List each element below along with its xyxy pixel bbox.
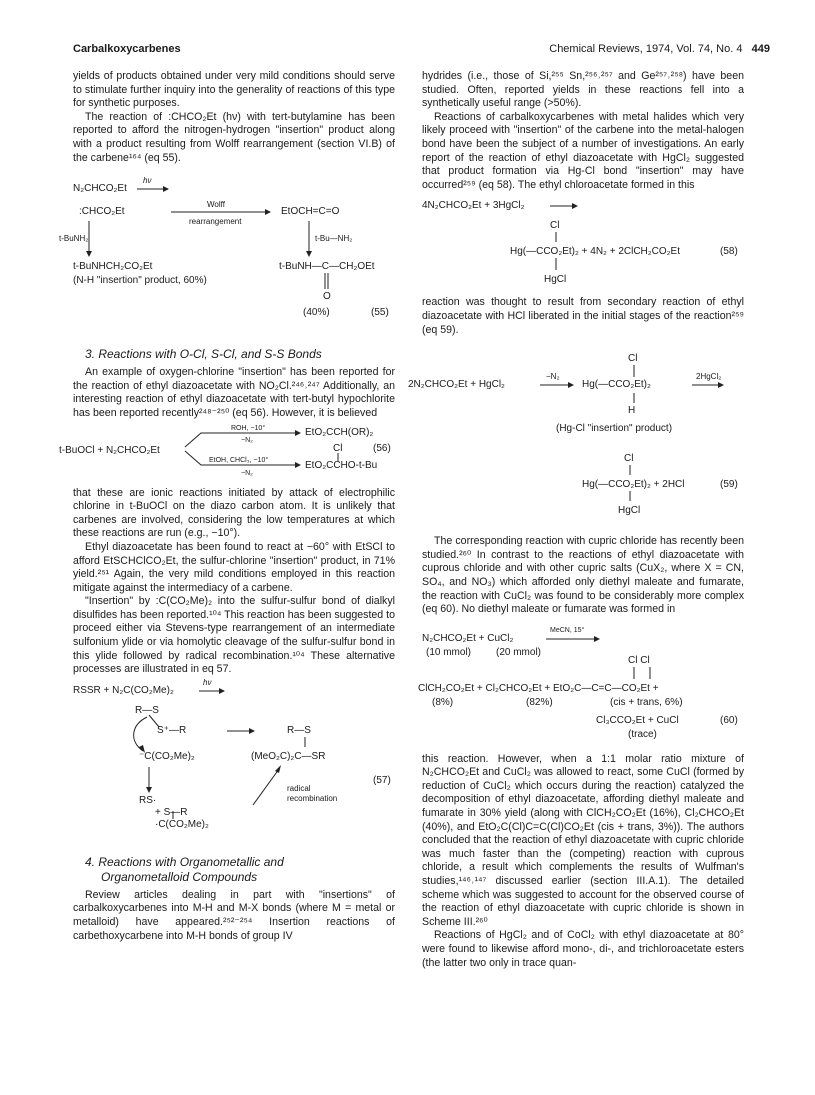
eq60-products-2: Cl₃CCO₂Et + CuCl	[596, 714, 679, 726]
eq57-reactants: RSSR + N₂C(CO₂Me)₂	[73, 684, 174, 696]
paragraph: The reaction of :CHCO₂Et (hν) with tert-butylamine has been reported to afford the nitrogen-hydrogen "insertion" product along with a product resulting from Wolff rearrangement (section VI.B) of the carbene¹⁶⁴ (eq 55).	[73, 110, 395, 164]
eq56-reactants: t-BuOCl + N₂CHCO₂Et	[59, 444, 160, 456]
eq58-reactants: 4N₂CHCO₂Et + 3HgCl₂	[422, 200, 525, 212]
section-heading-3: 3. Reactions with O-Cl, S-Cl, and S-S Bonds	[85, 347, 322, 362]
eq57-rs-radical: RS·	[139, 794, 157, 806]
eq56-label: (56)	[373, 442, 391, 454]
eq57-recombination-label: recombination	[287, 793, 338, 803]
eq59-label: (59)	[720, 479, 738, 491]
paragraph: Ethyl diazoacetate has been found to react at −60° with EtSCl to afford EtSCHClCO₂Et, the sulfur-chlorine "insertion" product, in 71% yield.²⁵¹ Again, the very mild conditions employed in this reaction mitigate against the intermediacy of a carbene.	[73, 540, 395, 594]
journal-citation: Chemical Reviews, 1974, Vol. 74, No. 4	[549, 43, 743, 55]
eq55-ketene: EtOCH=C=O	[281, 206, 340, 218]
eq59-reactants: 2N₂CHCO₂Et + HgCl₂	[408, 379, 505, 391]
paragraph: that these are ionic reactions initiated by attack of electrophilic chlorine in t-BuOCl on the diazo carbon atom. It is unlikely that carbenes are involved, considering the low temperatures at which these reactions are run (e.g., −10°).	[73, 486, 395, 540]
eq58-label: (58)	[720, 246, 738, 258]
equation-60	[418, 625, 744, 743]
eq60-mmol-1: (10 mmol)	[426, 646, 472, 658]
eq55-product-1-note: (N-H "insertion" product, 60%)	[73, 275, 207, 287]
paragraph: reaction was thought to result from secondary reaction of ethyl diazoacetate with HCl liberated in the initial stages of the reaction²⁵⁹ (eq 59).	[422, 296, 744, 336]
paragraph: An example of oxygen-chlorine "insertion" has been reported for the reaction of ethyl diazoacetate with NO₂Cl.²⁴⁶˒²⁴⁷ Additionally, an interesting reaction of ethyl diazoacetate with tert-butyl hypochlorite has been reported recently²⁴⁸⁻²⁵⁰ (eq 56). However, it is believed	[73, 366, 395, 419]
eq57-rs-top: R—S	[135, 704, 159, 716]
eq60-yield-2: (82%)	[526, 696, 553, 708]
page-number: 449	[751, 43, 770, 55]
eq55-amine-2: t-Bu—NH₂	[315, 234, 353, 244]
eq59-products: Hg(—CCO₂Et)₂ + 2HCl	[582, 479, 685, 491]
eq59-hgcl: HgCl	[618, 505, 641, 517]
eq56-condition-2b: −N₂	[241, 469, 253, 477]
eq57-hv: hν	[203, 677, 212, 687]
eq58-hgcl: HgCl	[544, 274, 567, 286]
eq56-condition-1b: −N₂	[241, 436, 253, 444]
eq59-intermediate: Hg(—CCO₂Et)₂	[582, 379, 651, 391]
eq60-yield-3: (cis + trans, 6%)	[610, 696, 683, 708]
eq55-product-2-oxygen: O	[323, 291, 331, 303]
eq60-reactants: N₂CHCO₂Et + CuCl₂	[422, 632, 514, 644]
running-header-left: Carbalkoxycarbenes	[73, 43, 181, 55]
paragraph: Reactions of carbalkoxycarbenes with metal halides which very likely proceed with "insertion" of the carbene into the metal-halogen bond have been the subject of a number of investigations. An early report of the reaction of ethyl diazoacetate with HgCl₂ suggested that product formation via Hg-Cl bond "insertion" may have occurred²⁵⁹ (eq 58). The ethyl chloroacetate formed in this	[422, 110, 744, 191]
eq57-radical-label: radical	[287, 783, 311, 793]
eq59-minus-n2: −N₂	[546, 372, 560, 382]
eq59-reagent: 2HgCl₂	[696, 372, 722, 382]
eq59-hydrogen: H	[628, 405, 636, 417]
eq57-sulfonium: S⁺—R	[157, 724, 187, 736]
left-column	[59, 70, 395, 943]
eq60-trace: (trace)	[628, 728, 657, 740]
equation-56	[59, 424, 395, 479]
eq55-reactant: N₂CHCO₂Et	[73, 183, 127, 195]
eq56-product-2: EtO₂CCHO-t-Bu	[305, 459, 378, 471]
eq60-yield-1: (8%)	[432, 696, 454, 708]
right-column	[408, 70, 744, 970]
paragraph: The corresponding reaction with cupric chloride has recently been studied.²⁶⁰ In contrast to the reactions of ethyl diazoacetate with cuprous chloride and with other cupric salts (CuX₂, where X = CN, SO₄, and NO₃) which afforded only diethyl maleate and fumarate, the reaction with CuCl₂ was found to be considerably more complex (eq 60). No diethyl maleate or fumarate was formed in	[422, 535, 744, 616]
eq55-product-2: t-BuNH—C—CH₂OEt	[279, 261, 375, 273]
eq56-condition-2: EtOH, CHCl₃, −10°	[209, 456, 269, 464]
eq55-carbene: :CHCO₂Et	[79, 206, 125, 218]
paragraph: "Insertion" by :C(CO₂Me)₂ into the sulfur-sulfur bond of dialkyl disulfides has been reported.¹⁰⁴ This reaction has been suggested to proceed either via Stevens-type rearrangement of an intermediate sulfonium ylide or via homolytic cleavage of the sulfur-sulfur bond in this ylide followed by radical recombination.¹⁰⁴ These alternative processes are illustrated in eq 57.	[73, 595, 395, 676]
eq57-label: (57)	[373, 774, 391, 786]
equation-57	[73, 677, 395, 819]
eq59-chlorine-2: Cl	[624, 453, 634, 465]
eq59-chlorine: Cl	[628, 353, 638, 365]
eq57-product: (MeO₂C)₂C—SR	[251, 750, 326, 762]
eq56-condition-1: ROH, −10°	[231, 424, 266, 432]
eq57-radical-carbon: ·C(CO₂Me)₂	[155, 818, 209, 830]
eq56-chlorine: Cl	[333, 442, 343, 454]
equation-59	[408, 345, 744, 519]
eq55-hv: hν	[143, 176, 152, 186]
paragraph: hydrides (i.e., those of Si,²⁵⁵ Sn,²⁵⁶˒²⁵⁷ and Ge²⁵⁷˒²⁵⁸) have been studied. Often, reported yields in these reactions fell into a synthetically useful range (>50%).	[422, 70, 744, 110]
eq57-ylide-carbon: ⁻C(CO₂Me)₂	[139, 750, 195, 762]
eq56-product-1: EtO₂CCH(OR)₂	[305, 426, 374, 438]
eq57-s-r: + S—R	[155, 806, 188, 818]
paragraph: Reactions of HgCl₂ and of CoCl₂ with ethyl diazoacetate at 80° were found to likewise afford mono-, di-, and trichloroacetate esters (the latter two only in trace quan-	[422, 929, 744, 969]
eq55-amine-1: t-BuNH₂	[59, 234, 89, 244]
equation-55	[59, 173, 395, 323]
equation-55-arrows	[73, 173, 395, 323]
eq58-chlorine: Cl	[550, 220, 560, 232]
eq60-products: ClCH₂CO₂Et + Cl₂CHCO₂Et + EtO₂C—C=C—CO₂Et +	[418, 682, 659, 694]
eq57-radical-carbon-row	[73, 819, 395, 833]
eq60-chlorines: Cl Cl	[628, 654, 650, 666]
eq60-mmol-2: (20 mmol)	[496, 646, 542, 658]
eq55-rearrangement: rearrangement	[189, 217, 242, 227]
paragraph: Review articles dealing in part with "insertions" of carbalkoxycarbenes into M-H and M-X bonds (where M = metal or metalloid) have appeared.²⁵²⁻²⁵⁴ Insertion reactions of carbethoxycarbene into M-H bonds of group IV	[73, 888, 395, 942]
eq55-label: (55)	[371, 307, 389, 319]
section-heading-4b: Organometalloid Compounds	[101, 869, 258, 884]
paragraph: this reaction. However, when a 1:1 molar ratio mixture of N₂CHCO₂Et and CuCl₂ was allowed to react, some CuCl (formed by reduction of CuCl₂ which occurs during the reaction) catalyzed the decomposition of ethyl diazoacetate, affording diethyl maleate and fumarate in 30% yield (along with ClCH₂CO₂Et (16%), Cl₂CHCO₂Et (40%), and EtO₂C(Cl)C=C(Cl)CO₂Et (cis + trans, 3%)). The authors concluded that the reaction of ethyl diazoacetate with cupric chloride was much faster than the (competing) reaction with cuprous chloride, a result which complements the results of Wulfman's studies,¹⁴⁶˒¹⁴⁷ discussed earlier (section III.A.1). The detailed scheme which was suggested to account for the observed course of the reaction of ethyl diazoacetate with cupric chloride is shown in Scheme III.²⁶⁰	[422, 752, 744, 928]
eq57-product-top: R—S	[287, 724, 311, 736]
eq60-label: (60)	[720, 714, 738, 726]
eq55-product-2-yield: (40%)	[303, 307, 330, 319]
eq55-wolff: Wolff	[207, 200, 225, 210]
eq60-condition: MeCN, 15°	[550, 626, 585, 634]
eq59-note: (Hg-Cl "insertion" product)	[556, 423, 673, 435]
equation-57-arrows	[73, 685, 395, 819]
eq58-products: Hg(—CCO₂Et)₂ + 4N₂ + 2ClCH₂CO₂Et	[510, 246, 680, 258]
paragraph: yields of products obtained under very mild conditions should serve to stimulate further inquiry into the generality of reactions of this type for synthetic purposes.	[73, 70, 395, 110]
eq55-product-1: t-BuNHCH₂CO₂Et	[73, 261, 153, 273]
section-heading-4a: 4. Reactions with Organometallic and	[85, 854, 284, 869]
equation-58	[422, 198, 744, 290]
running-header-right	[549, 43, 770, 55]
